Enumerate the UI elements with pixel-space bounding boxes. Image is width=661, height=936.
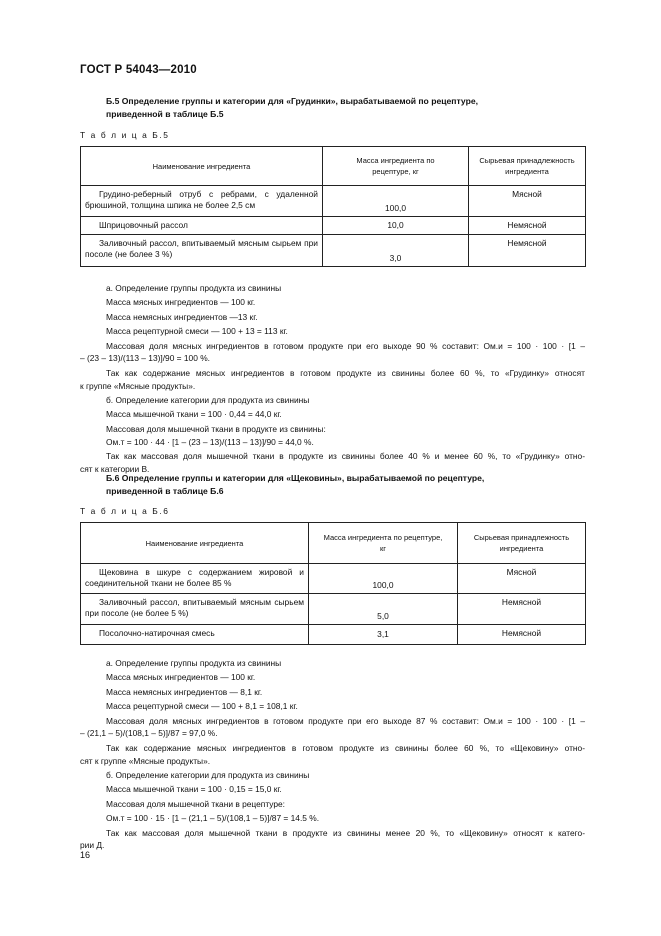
table-header-row: [81, 523, 586, 564]
text-line: Массовая доля мясных ингредиентов в готовом продукте при его выходе 90 % составит: Oм.и = 100 · 100 · [1 –: [106, 340, 585, 351]
ingredient-origin: Немясной: [458, 625, 586, 645]
ingredient-mass: 10,0: [323, 217, 469, 235]
table-header-row: [81, 147, 586, 186]
table-row: [81, 594, 586, 625]
text-line: а. Определение группы продукта из свинины: [106, 283, 282, 293]
section-b6-title-line2: приведенной в таблице Б.6: [106, 485, 224, 496]
text-line: Масса немясных ингредиентов — 8,1 кг.: [106, 686, 263, 697]
header-origin-line1: Сырьевая принадлежность: [479, 156, 575, 165]
table-row: [81, 186, 586, 217]
page-number: 16: [80, 850, 91, 860]
ingredient-name: Посолочно-натирочная смесь: [81, 625, 309, 645]
text-line: Массовая доля мясных ингредиентов в готовом продукте при его выходе 87 % составит: Oм.и = 100 · 100 · [1 –: [106, 715, 585, 726]
text-line: Масса рецептурной смеси — 100 + 8,1 = 108,1 кг.: [106, 701, 298, 712]
section-b5-calculation: [80, 282, 585, 476]
ingredient-name: Заливочный рассол, впитываемый мясным сырьем при посоле (не более 3 %): [81, 235, 323, 267]
header-ingredient-name: Наименование ингредиента: [81, 523, 309, 564]
text-line: Масса немясных ингредиентов —13 кг.: [106, 311, 258, 322]
text-line: – (23 – 13)/(113 – 13)]/90 = 100 %.: [80, 353, 210, 364]
text-line: Масса мышечной ткани = 100 · 0,15 = 15,0 кг.: [106, 784, 282, 795]
section-b5-title-line1: Б.5 Определение группы и категории для «Грудинки», вырабатываемой по рецептуре,: [106, 96, 478, 106]
text-line: Масса мясных ингредиентов — 100 кг.: [106, 672, 256, 683]
header-origin-line1: Сырьевая принадлежность: [473, 533, 570, 542]
header-ingredient-origin: [458, 523, 586, 564]
text-line: Масса рецептурной смеси — 100 + 13 = 113 кг.: [106, 326, 288, 337]
ingredient-origin: Мясной: [469, 186, 586, 217]
text-line: Так как содержание мясных ингредиентов в готовом продукте из свинины более 60 %, то «Щековину» отно-: [106, 742, 585, 753]
header-ingredient-origin: [469, 147, 586, 186]
ingredient-origin: Немясной: [469, 235, 586, 267]
text-line: б. Определение категории для продукта из свинины: [106, 769, 310, 780]
header-ingredient-mass: [309, 523, 458, 564]
text-line: к группе «Мясные продукты».: [80, 380, 196, 391]
ingredient-mass: 3,0: [323, 235, 469, 267]
ingredient-origin: Немясной: [469, 217, 586, 235]
text-line: Массовая доля мышечной ткани в рецептуре:: [106, 798, 285, 809]
document-standard-header: ГОСТ Р 54043—2010: [80, 64, 197, 76]
ingredient-mass: 100,0: [309, 564, 458, 594]
ingredient-mass: 100,0: [323, 186, 469, 217]
ingredient-name: Грудино-реберный отруб с ребрами, с удаленной брюшиной, толщина шпика не более 2,5 см: [81, 186, 323, 217]
section-b5-title-line2: приведенной в таблице Б.5: [106, 108, 224, 119]
text-line: сят к категории В.: [80, 463, 150, 474]
section-b6-title: [106, 472, 576, 497]
text-line: Так как массовая доля мышечной ткани в продукте из свинины более 40 % и менее 60 %, то «Грудинку» отно-: [106, 450, 585, 461]
header-origin-line2: ингредиента: [505, 167, 549, 176]
header-mass-line1: Масса ингредиента по: [356, 156, 435, 165]
ingredient-name: Заливочный рассол, впитываемый мясным сырьем при посоле (не более 5 %): [81, 594, 309, 625]
header-origin-line2: ингредиента: [499, 544, 544, 553]
header-mass-line1: Масса ингредиента по рецептуре,: [323, 533, 443, 542]
ingredient-origin: Немясной: [458, 594, 586, 625]
ingredient-name: Шприцовочный рассол: [81, 217, 323, 235]
ingredient-mass: 5,0: [309, 594, 458, 625]
text-line: – (21,1 – 5)/(108,1 – 5)]/87 = 97,0 %.: [80, 728, 218, 739]
text-line: Oм.т = 100 · 44 · [1 – (23 – 13)/(113 – 13)]/90 = 44,0 %.: [106, 436, 314, 447]
table-row: [81, 217, 586, 235]
ingredient-mass: 3,1: [309, 625, 458, 645]
header-ingredient-mass: [323, 147, 469, 186]
table-b5: [80, 146, 586, 267]
header-ingredient-name: Наименование ингредиента: [81, 147, 323, 186]
text-line: а. Определение группы продукта из свинины: [106, 658, 282, 668]
section-b6-calculation: [80, 657, 585, 852]
ingredient-name: Щековина в шкуре с содержанием жировой и соединительной ткани не более 85 %: [81, 564, 309, 594]
table-row: [81, 564, 586, 594]
header-mass-line2: рецептуре, кг: [372, 167, 419, 176]
table-row: [81, 235, 586, 267]
text-line: Масса мышечной ткани = 100 · 0,44 = 44,0 кг.: [106, 409, 282, 420]
text-line: б. Определение категории для продукта из свинины: [106, 394, 310, 405]
text-line: рии Д.: [80, 840, 105, 851]
table-b6-caption: Т а б л и ц а Б.6: [80, 506, 170, 516]
table-row: [81, 625, 586, 645]
table-b5-caption: Т а б л и ц а Б.5: [80, 130, 170, 140]
header-mass-line2: кг: [379, 544, 387, 553]
text-line: Так как содержание мясных ингредиентов в готовом продукте из свинины более 60 %, то «Грудинку» относят: [106, 367, 585, 378]
section-b5-title: [106, 95, 576, 120]
text-line: сят к группе «Мясные продукты».: [80, 755, 211, 766]
text-line: Oм.т = 100 · 15 · [1 – (21,1 – 5)/(108,1 – 5)]/87 = 14.5 %.: [106, 813, 320, 824]
section-b6-title-line1: Б.6 Определение группы и категории для «Щековины», вырабатываемой по рецептуре,: [106, 473, 485, 483]
ingredient-origin: Мясной: [458, 564, 586, 594]
text-line: Так как массовая доля мышечной ткани в продукте из свинины менее 20 %, то «Щековину» относят к катего-: [106, 827, 585, 838]
table-b6: [80, 522, 586, 645]
text-line: Массовая доля мышечной ткани в продукте из свинины:: [106, 423, 326, 434]
text-line: Масса мясных ингредиентов — 100 кг.: [106, 297, 256, 308]
